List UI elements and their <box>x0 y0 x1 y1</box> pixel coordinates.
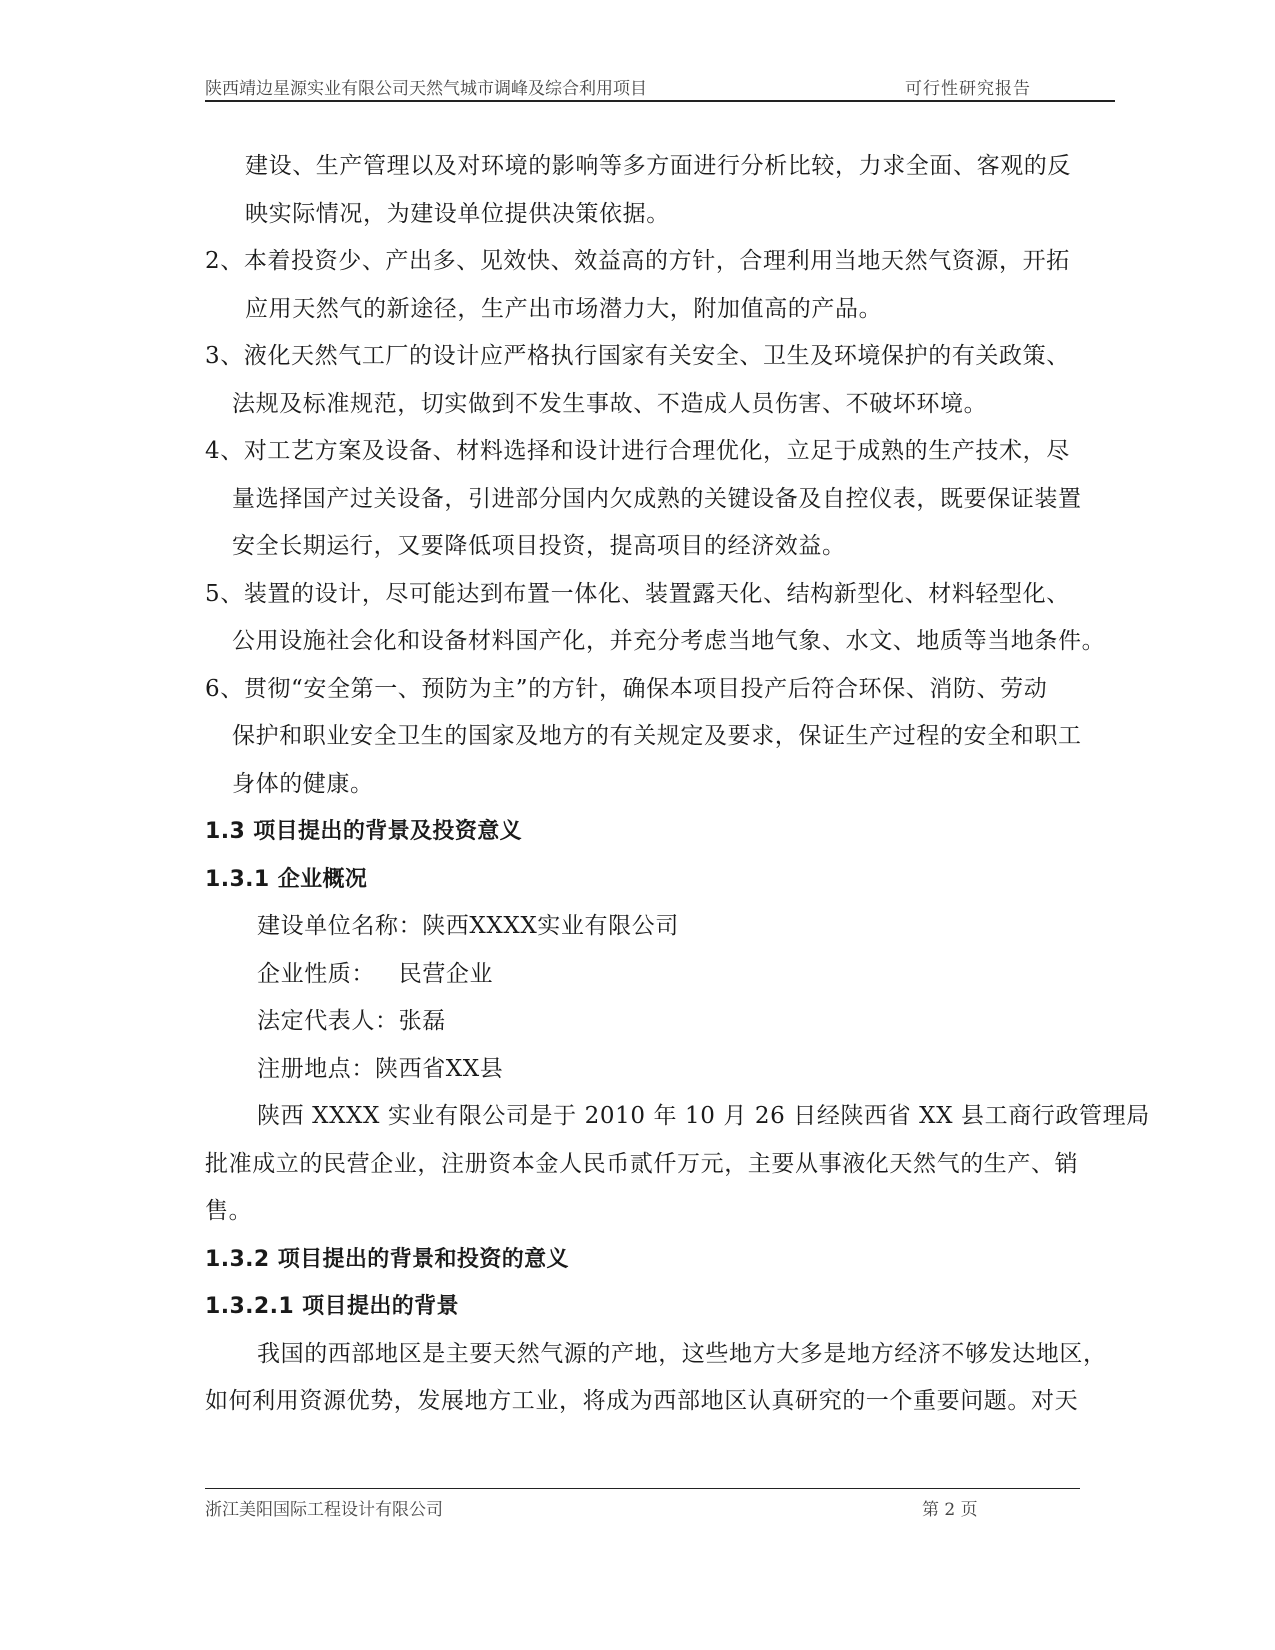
list-item-6: 6、贯彻“安全第一、预防为主”的方针，确保本项目投产后符合环保、消防、劳动 <box>205 675 1048 702</box>
section-heading-1-3-2: 1.3.2 项目提出的背景和投资的意义 <box>205 1246 569 1272</box>
registered-address: 注册地点：陕西省XX县 <box>257 1055 504 1082</box>
paragraph-line: 批准成立的民营企业，注册资本金人民币贰仟万元，主要从事液化天然气的生产、销 <box>205 1150 1079 1177</box>
page-header <box>205 72 1115 102</box>
legal-representative: 法定代表人：张磊 <box>257 1008 446 1034</box>
page-footer <box>205 1488 1080 1519</box>
list-item-2: 2、本着投资少、产出多、见效快、效益高的方针，合理利用当地天然气资源，开拓 <box>205 248 1070 274</box>
paragraph-line: 售。 <box>205 1198 253 1224</box>
company-name: 建设单位名称：陕西XXXX实业有限公司 <box>257 913 679 939</box>
section-heading-1-3-2-1: 1.3.2.1 项目提出的背景 <box>205 1294 459 1319</box>
text-line: 安全长期运行，又要降低项目投资，提高项目的经济效益。 <box>232 533 846 559</box>
text-line: 应用天然气的新途径，生产出市场潜力大，附加值高的产品。 <box>245 295 883 322</box>
page-body <box>205 143 1150 1426</box>
company-nature: 企业性质： 民营企业 <box>257 960 494 987</box>
section-heading-1-3: 1.3 项目提出的背景及投资意义 <box>205 819 523 844</box>
list-item-3: 3、液化天然气工厂的设计应严格执行国家有关安全、卫生及环境保护的有关政策、 <box>205 343 1070 369</box>
text-line: 量选择国产过关设备，引进部分国内欠成熟的关键设备及自控仪表，既要保证装置 <box>232 485 1082 512</box>
list-item-4: 4、对工艺方案及设备、材料选择和设计进行合理优化，立足于成熟的生产技术，尽 <box>205 438 1070 464</box>
header-doc-type: 可行性研究报告 <box>905 79 1031 99</box>
list-item-5: 5、装置的设计，尽可能达到布置一体化、装置露天化、结构新型化、材料轻型化、 <box>205 580 1070 607</box>
footer-company: 浙江美阳国际工程设计有限公司 <box>205 1500 443 1520</box>
text-line: 法规及标准规范，切实做到不发生事故、不造成人员伤害、不破坏环境。 <box>232 390 988 417</box>
text-line: 身体的健康。 <box>232 770 374 797</box>
text-line: 映实际情况，为建设单位提供决策依据。 <box>245 200 670 227</box>
text-line: 建设、生产管理以及对环境的影响等多方面进行分析比较，力求全面、客观的反 <box>245 153 1071 179</box>
paragraph-line: 陕西 XXXX 实业有限公司是于 2010 年 10 月 26 日经陕西省 XX 县工商行政管理局 <box>257 1103 1150 1129</box>
section-heading-1-3-1: 1.3.1 企业概况 <box>205 866 368 892</box>
header-title: 陕西靖边星源实业有限公司天然气城市调峰及综合利用项目 <box>205 79 647 99</box>
page-number: 第 2 页 <box>922 1500 978 1520</box>
paragraph-line: 如何利用资源优势，发展地方工业，将成为西部地区认真研究的一个重要问题。对天 <box>205 1388 1079 1414</box>
paragraph-line: 我国的西部地区是主要天然气源的产地，这些地方大多是地方经济不够发达地区， <box>257 1340 1107 1367</box>
text-line: 公用设施社会化和设备材料国产化，并充分考虑当地气象、水文、地质等当地条件。 <box>232 628 1106 654</box>
text-line: 保护和职业安全卫生的国家及地方的有关规定及要求，保证生产过程的安全和职工 <box>232 723 1082 749</box>
